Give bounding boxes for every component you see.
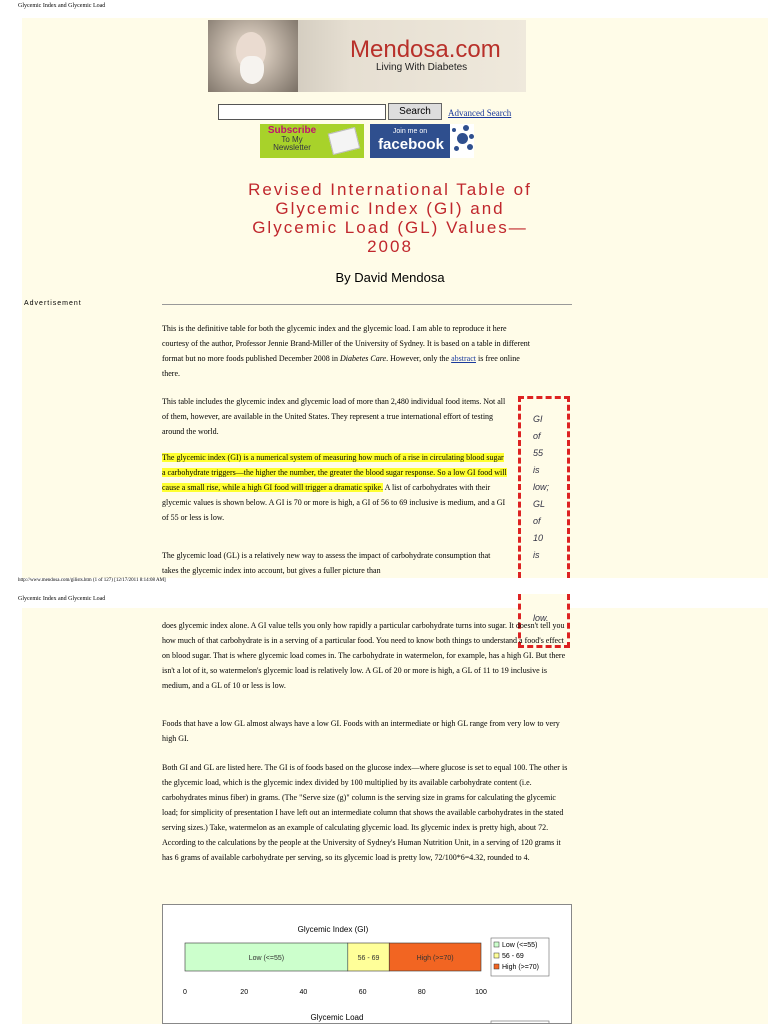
paragraph-glycemic-index: The glycemic index (GI) is a numerical system of measuring how much of a rise in circulating blood sugar a carbohydrate triggers—the higher the number, the greater the blood sugar response. So a low GI food will cause a small rise, while a high GI food will trigger a dramatic spike. A list of carbohydrates with their glycemic values is shown below. A GI is 70 or more is high, a GI of 56 to 69 inclusive is medium, and a GI of 55 or less is low. [162,453,507,522]
title-line: Revised International Table of [248,180,532,199]
callout-word: low; [533,482,550,492]
callout-word: low. [533,613,549,623]
intro-paragraph: This is the definitive table for both the glycemic index and the glycemic load. I am able to reproduce it here courtesy of the author, Professor Jennie Brand-Miller of the University of Sydney. It is based on a table in different format but no more foods published December 2008 in Diabetes Care. However, only the abstract is free online there. [162,324,531,378]
advertisement-label: Advertisement [24,300,82,307]
facebook-logo-text: facebook [378,136,444,153]
chart-tick-label: 0 [183,989,187,996]
highlighted-text: The glycemic index (GI) is a numerical system of measuring how much of a rise in circulating blood sugar a carbohydrate triggers—the higher the number, the greater the blood sugar response. So a low GI food will cause a small rise, while a high GI food will trigger a dramatic spike. [162,453,507,492]
page-footer: http://www.mendosa.com/gilists.htm (1 of 127) [12/17/2011 8:14:08 AM] [18,578,166,583]
brand-tagline: Living With Diabetes [376,62,468,73]
title-line: Glycemic Index (GI) and [275,199,505,218]
paragraph-glycemic-load-start: The glycemic load (GL) is a relatively new way to assess the impact of carbohydrate consumption that takes the glycemic index into account, but gives a fuller picture than [162,551,491,575]
subscribe-label: Subscribe [267,125,317,136]
chart-legend [491,1021,549,1023]
paragraph-food-items: This table includes the glycemic index and glycemic load of more than 2,480 individual food items. Not all of them, however, are available in the United States. They represent a true international effort of testing around the world. [162,397,506,436]
legend-swatch [494,953,499,958]
site-banner[interactable] [208,20,526,92]
chart-title-glycemic-load: Glycemic Load [310,1013,364,1022]
chart-tick-label: 100 [475,989,487,996]
callout-word: 55 [533,448,544,458]
callout-word: 10 [533,533,544,543]
divider [162,304,572,305]
legend-entry: Low (<=55) [502,942,538,949]
paragraph-gi-gl-listed: Both GI and GL are listed here. The GI is of foods based on the glucose index—where glucose is set to equal 100. The other is the glycemic load, which is the glycemic index divided by 100 multiplied by its available carbohydrate content (i.e. carbohydrates minus fiber) in grams. (The "Serve size (g)" column is the serving size in grams for calculating the glycemic load; for simplicity of presentation I have left out an intermediate column that shows the available carbohydrates in the stated serving sizes.) Take, watermelon as an example of calculating glycemic load. Its glycemic index is pretty high, about 72. According to the calculations by the people at the University of Sydney's Human Nutrition Unit, in a serving of 120 grams it has 6 grams of available carbohydrate per serving, so its glycemic load is pretty low, 72/100*6=4.32, rounded to 4. [162,763,568,862]
facebook-dots-icon [450,124,474,158]
callout-word: GL [533,499,546,509]
callout-word: is [533,465,540,475]
legend-swatch [494,942,499,947]
subscribe-label-line3: Newsletter [273,143,311,152]
chart-title: Glycemic Index (GI) [297,925,369,934]
paragraph-glycemic-load-continued: does glycemic index alone. A GI value tells you only how rapidly a particular carbohydrate turns into sugar. It doesn't tell you how much of that carbohydrate is in a serving of a particular food. You need to know both things to understand a food's effect on blood sugar. That is where glycemic load comes in. The carbohydrate in watermelon, for example, has a high GI. But there isn't a lot of it, so watermelon's glycemic load is relatively low. A GL of 20 or more is high, a GL of 11 to 19 inclusive is medium, and a GL of 10 or less is low. [162,621,566,690]
envelope-icon [328,127,360,155]
glycemic-index-chart [163,905,571,1023]
byline: By David Mendosa [335,270,445,285]
page-header: Glycemic Index and Glycemic Load [18,3,106,9]
chart-box [162,904,572,1024]
legend-entry: 56 - 69 [502,953,524,960]
subscribe-newsletter-button[interactable] [260,124,364,158]
search-button[interactable]: Search [388,103,442,120]
page-header: Glycemic Index and Glycemic Load [18,596,106,602]
advanced-search-link[interactable]: Advanced Search [448,108,512,118]
journal-name: Diabetes Care [339,354,387,363]
title-line: 2008 [367,237,413,256]
callout-word: of [533,516,541,526]
legend-entry: High (>=70) [502,964,539,971]
page-title [220,180,560,256]
chart-tick-label: 20 [240,989,249,996]
facebook-button[interactable] [370,124,474,158]
paragraph-low-gl: Foods that have a low GL almost always have a low GI. Foods with an intermediate or high GL range from very low to very high GI. [162,719,560,743]
legend-swatch [494,964,499,969]
chart-tick-label: 80 [417,989,426,996]
subscribe-label-line2: To My [281,135,303,144]
chart-tick-label: 40 [299,989,308,996]
title-line: Glycemic Load (GL) Values— [252,218,528,237]
callout-word: of [533,431,541,441]
gi-gl-callout [518,396,570,578]
search-input[interactable] [218,104,386,120]
chart-segment-label: Low (<=55) [248,955,285,962]
abstract-link[interactable]: abstract [451,354,476,363]
author-photo [208,20,298,92]
chart-tick-label: 60 [358,989,367,996]
chart-segment-label: 56 - 69 [357,955,380,962]
brand-name: Mendosa.com [350,36,501,63]
callout-word: is [533,550,540,560]
callout-word: GI [533,414,543,424]
facebook-join-label: Join me on [392,128,428,135]
chart-segment-label: High (>=70) [416,955,454,962]
